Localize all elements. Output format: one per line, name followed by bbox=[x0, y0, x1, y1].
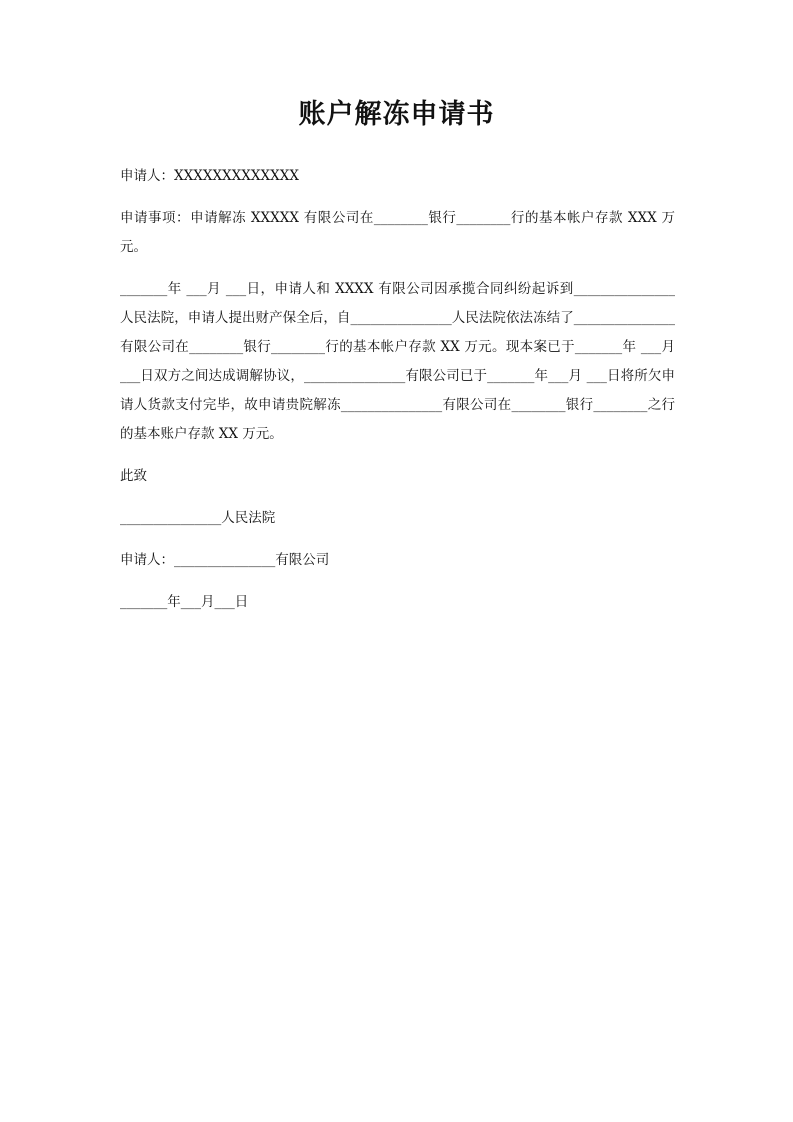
closing-salutation: 此致 bbox=[120, 468, 147, 484]
document-title: 账户解冻申请书 bbox=[298, 99, 495, 130]
facts-and-reasons-paragraph: _______年 ___月 ___日，申请人和 XXXX 有限公司因承揽合同纠纷起诉到_______________人民法院，申请人提出财产保全后，自_______________人民法院依法冻结了_______________有限公司在________银行________行的基本帐户存款 XX 万元。现本案已于_______年 ___月 ___日双方之间达成调解协议，_______________有限公司已于_______年___月 ___日将所欠申请人货款支付完毕，故申请贵院解冻_______________有限公司在________银行________之行的基本账户存款 XX 万元。 bbox=[120, 281, 675, 442]
document-body bbox=[120, 162, 675, 630]
applicant-signature-line: 申请人：_______________有限公司 bbox=[120, 552, 330, 568]
addressee-court-line: _______________人民法院 bbox=[120, 510, 276, 526]
applicant-line: 申请人：XXXXXXXXXXXXX bbox=[120, 168, 299, 184]
application-matter: 申请事项：申请解冻 XXXXX 有限公司在________银行________行的基本帐户存款 XXX 万元。 bbox=[120, 210, 675, 255]
date-line: _______年___月___日 bbox=[120, 594, 249, 610]
